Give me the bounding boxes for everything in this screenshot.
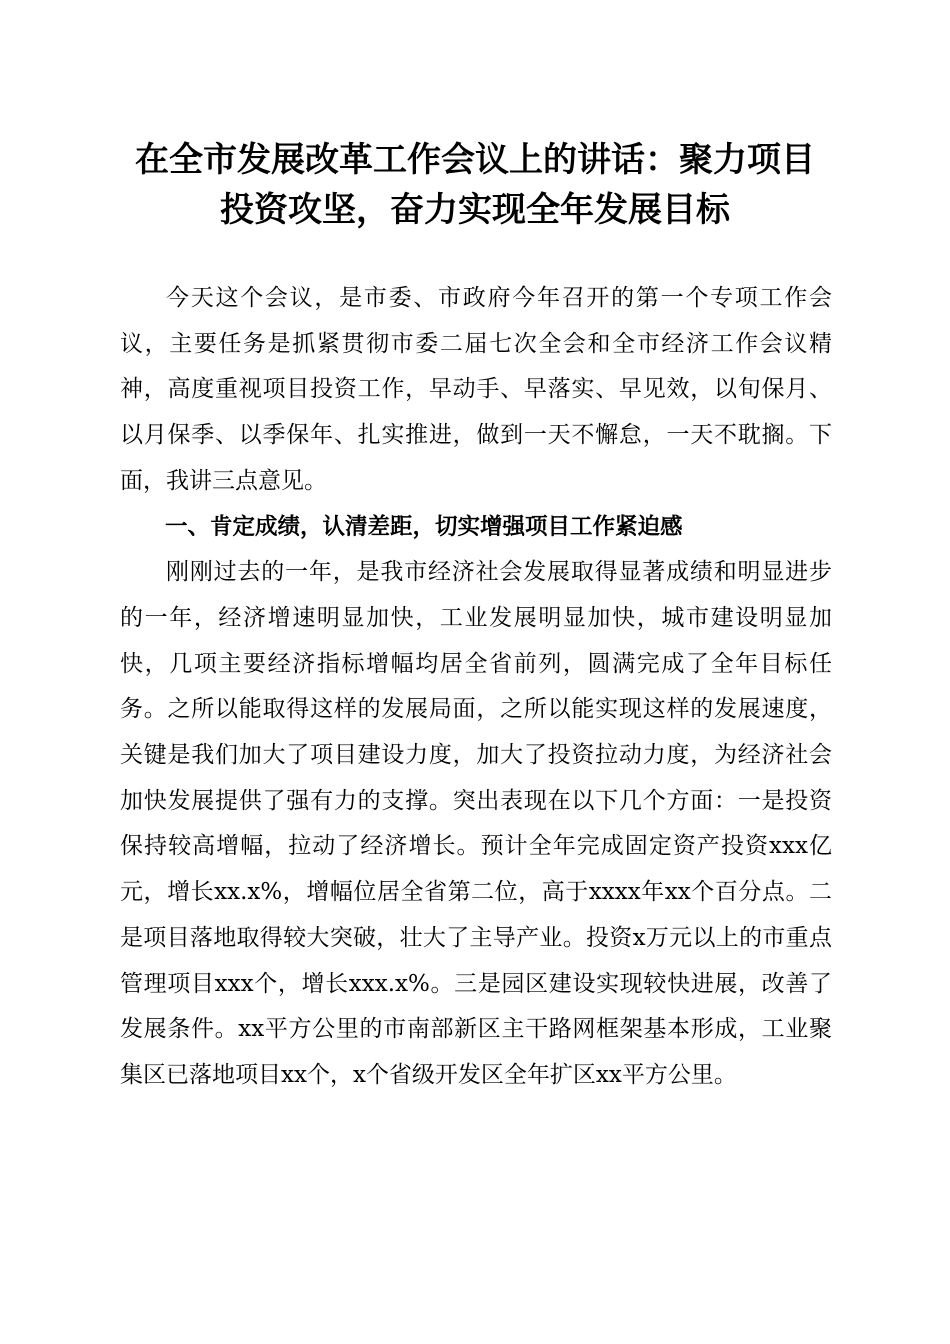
title-line-1: 在全市发展改革工作会议上的讲话：聚力项目	[135, 140, 815, 180]
paragraph-opening: 今天这个会议，是市委、市政府今年召开的第一个专项工作会议，主要任务是抓紧贯彻市委二届七次全会和全市经济工作会议精神，高度重视项目投资工作，早动手、早落实、早见效，以旬保月、以月保季、以季保年、扎实推进，做到一天不懈怠，一天不耽搁。下面，我讲三点意见。	[120, 285, 832, 494]
paragraph-achievements: 刚刚过去的一年，是我市经济社会发展取得显著成绩和明显进步的一年，经济增速明显加快，工业发展明显加快，城市建设明显加快，几项主要经济指标增幅均居全省前列，圆满完成了全年目标任务。之所以能取得这样的发展局面，之所以能实现这样的发展速度，关键是我们加大了项目建设力度，加大了投资拉动力度，为经济社会加快发展提供了强有力的支撑。突出表现在以下几个方面：一是投资保持较高增幅，拉动了经济增长。预计全年完成固定资产投资xxx亿元，增长xx.x%，增幅位居全省第二位，高于xxxx年xx个百分点。二是项目落地取得较大突破，壮大了主导产业。投资x万元以上的市重点管理项目xxx个，增长xxx.x%。三是园区建设实现较快进展，改善了发展条件。xx平方公里的市南部新区主干路网框架基本形成，工业聚集区已落地项目xx个，x个省级开发区全年扩区xx平方公里。	[120, 559, 832, 1088]
document-title	[100, 135, 850, 235]
title-line-2: 投资攻坚，奋力实现全年发展目标	[220, 190, 730, 230]
document-body	[120, 276, 832, 1099]
section-heading-1: 一、肯定成绩，认清差距，切实增强项目工作紧迫感	[165, 513, 683, 540]
